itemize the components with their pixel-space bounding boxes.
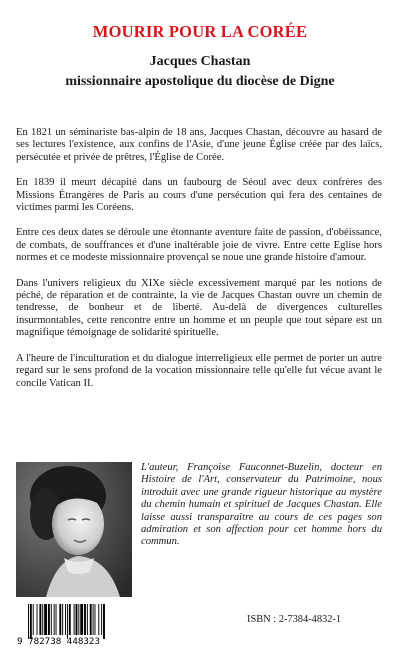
paragraph-2: En 1839 il meurt décapité dans un faubourg de Séoul avec deux confrères des Missions Étrangères de Paris au cours d'une persécution qui fera des centaines de victimes parmi les Coréens. [16,177,382,214]
paragraph-5: A l'heure de l'inculturation et du dialogue interreligieux elle permet de porter un autre regard sur le sens profond de la vocation missionnaire telle qu'elle fut vécue avant le concile Vatican II. [16,352,382,389]
subtitle-line-2: missionnaire apostolique du diocèse de Digne [65,74,335,89]
barcode-digits: 9 782738 448323 [17,636,100,645]
paragraph-3: Entre ces deux dates se déroule une étonnante aventure faite de passion, d'obéissance, de combats, de souffrances et d'une inaltérable joie de vivre. Entre cette Eglise hors normes et ce modeste missionnaire provençal se noue une grande histoire d'amour. [16,227,382,264]
barcode-bar [51,604,52,635]
barcode-bar [54,604,55,635]
barcode-bar [74,604,75,635]
subtitle-line-1: Jacques Chastan [149,54,251,69]
barcode-bar [39,604,41,635]
barcode-bar [101,604,102,635]
barcode-image [16,603,132,645]
author-portrait-image [16,462,132,597]
book-title: MOURIR POUR LA CORÉE [92,22,308,41]
barcode-bar [78,604,79,635]
barcode-bar [37,604,38,635]
isbn-number: ISBN : 2-7384-4832-1 [247,614,342,625]
barcode-bar [67,604,68,639]
author-blurb: L'auteur, Françoise Fauconnet-Buzelin, docteur en Histoire de l'Art, conservateur du Patrimoine, nous introduit avec une grande rigueur historique au mystère du chemin humain et spirituel de Jacques Chastan. Elle laisse aussi transparaître au cours de ces pages son admiration et son affection pour cet homme hors du commun. [141,462,382,548]
barcode-bar [48,604,50,635]
author-photo [16,462,132,597]
paragraph-4: Dans l'univers religieux du XIXe siècle excessivement marqué par les notions de péché, de réparation et de contrainte, la vie de Jacques Chastan ouvre un chemin de tendresse, de bonheur et de liberté. Au-delà de divergences culturelles insurmontables, cette rencontre entre un homme et un peuple que tout sépare est un magnifique témoignage de solidarité spirituelle. [16,277,382,339]
barcode-bar [65,604,66,635]
barcode-bar [62,604,63,635]
barcode-bar [84,604,86,635]
barcode-bar [42,604,43,635]
barcode [16,603,132,645]
barcode-bar [59,604,61,635]
subtitle [0,52,400,92]
barcode-bar [90,604,92,635]
barcode-bar [95,604,96,635]
barcode-bar [93,604,94,635]
summary-text [16,127,382,403]
barcode-bar [87,604,88,635]
barcode-bar [33,604,34,635]
barcode-bar [80,604,83,635]
barcode-bar [76,604,78,635]
barcode-bar [28,604,29,639]
barcode-bar [30,604,32,639]
barcode-bar [56,604,57,635]
barcode-bar [44,604,47,635]
barcode-bar [98,604,99,635]
barcode-bar [69,604,71,635]
barcode-bar [103,604,105,639]
paragraph-1: En 1821 un séminariste bas-alpin de 18 ans, Jacques Chastan, découvre au hasard de ses lectures l'existence, aux confins de l'Asie, d'une jeune Église créée par des laïcs, persécutée et privée de prêtres, l'Église de Corée. [16,127,382,163]
